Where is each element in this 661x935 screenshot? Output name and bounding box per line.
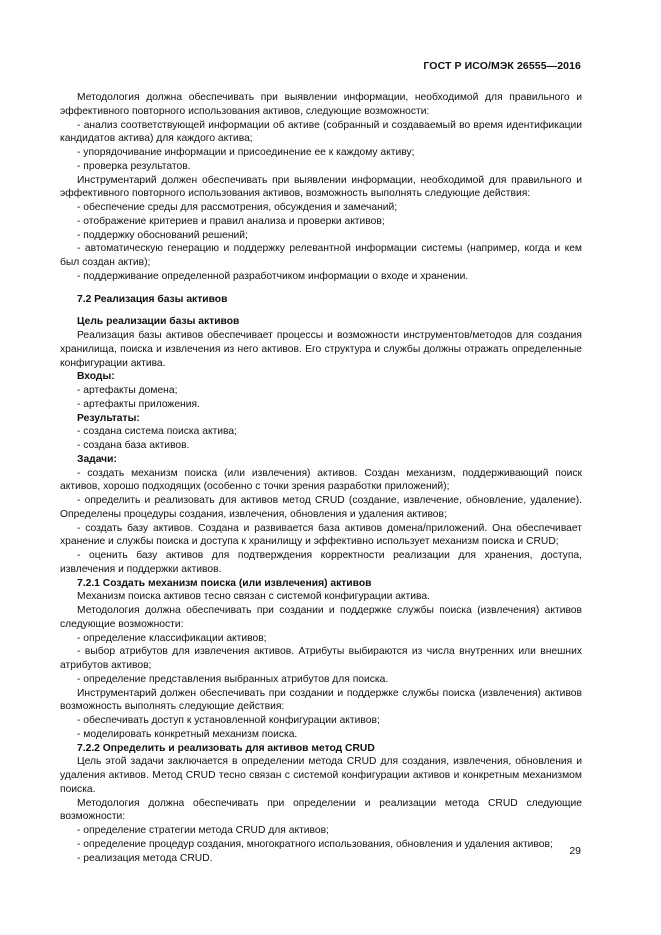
- section-gap: [60, 284, 582, 293]
- paragraph: - создать механизм поиска (или извлечения) активов. Создан механизм, поддерживающий поиск активов, хорошо подходящих (особенно с точки зрения разработки приложений);: [60, 467, 582, 493]
- paragraph: - моделировать конкретный механизм поиска.: [77, 728, 298, 740]
- paragraph: - определение процедур создания, многократного использования, обновления и удаления активов;: [77, 838, 553, 850]
- section-heading: Результаты:: [77, 412, 140, 424]
- paragraph: Инструментарий должен обеспечивать при выявлении информации, необходимой для правильного и эффективного повторного использования активов, возможность выполнять следующие действия:: [60, 174, 582, 200]
- paragraph: - определение классификации активов;: [77, 632, 267, 644]
- paragraph: - обеспечивать доступ к установленной конфигурации активов;: [77, 715, 380, 726]
- paragraph: Механизм поиска активов тесно связан с системой конфигурации актива.: [77, 591, 430, 603]
- paragraph: Методология должна обеспечивать при создании и поддержке службы поиска (извлечения) активов следующие возможности:: [60, 605, 582, 630]
- paragraph: - отображение критериев и правил анализа и проверки активов;: [77, 215, 385, 227]
- section-gap: [60, 306, 582, 315]
- paragraph: - создать базу активов. Создана и развивается база активов домена/приложений. Она обеспечивает хранение и службы поиска и доступа к хранилищу и эффективно использует механизм поиска и CRUD;: [60, 522, 582, 548]
- section-heading: 7.2.2 Определить и реализовать для активов метод CRUD: [77, 742, 375, 754]
- paragraph: Методология должна обеспечивать при выявлении информации, необходимой для правильного и эффективного повторного использования активов, следующие возможности:: [60, 92, 582, 117]
- page-number: 29: [569, 845, 581, 857]
- section-heading: Задачи:: [77, 453, 117, 465]
- standard-header: ГОСТ Р ИСО/МЭК 26555—2016: [423, 60, 581, 72]
- paragraph: Реализация базы активов обеспечивает процессы и возможности инструментов/методов для создания хранилища, поиска и извлечения из него активов. Его структура и службы должны отражать определенные конфигурации актива.: [60, 330, 582, 369]
- paragraph: - анализ соответствующей информации об активе (собранный и создаваемый во время идентификации кандидатов актива) для каждого актива;: [60, 119, 582, 145]
- paragraph: - определение представления выбранных атрибутов для поиска.: [77, 673, 389, 685]
- paragraph: - поддержку обоснований решений;: [77, 229, 248, 241]
- paragraph: - поддерживание определенной разработчиком информации о входе и хранении.: [77, 270, 469, 282]
- paragraph: - упорядочивание информации и присоединение ее к каждому активу;: [77, 147, 415, 158]
- paragraph: - артефакты домена;: [77, 385, 178, 396]
- section-heading: 7.2 Реализация базы активов: [77, 293, 228, 305]
- paragraph: - артефакты приложения.: [77, 398, 200, 410]
- section-heading: Цель реализации базы активов: [77, 316, 240, 328]
- paragraph: - оценить базу активов для подтверждения корректности реализации для хранения, доступа, извлечения и поддержки активов.: [60, 550, 582, 575]
- paragraph: - определить и реализовать для активов метод CRUD (создание, извлечение, обновление, удаление). Определены процедуры создания, извлечения, обновления и удаления активов;: [60, 495, 582, 520]
- section-heading: Входы:: [77, 371, 115, 383]
- paragraph: - создана база активов.: [77, 440, 190, 451]
- document-body: [60, 91, 582, 865]
- paragraph: Цель этой задачи заключается в определении метода CRUD для создания, извлечения, обновления и удаления активов. Метод CRUD тесно связан с системой конфигурации активов и конкретным механизмом поиска.: [60, 756, 582, 795]
- paragraph: - обеспечение среды для рассмотрения, обсуждения и замечаний;: [77, 202, 398, 213]
- paragraph: - автоматическую генерацию и поддержку релевантной информации системы (например, когда и кем был создан актив);: [60, 243, 582, 268]
- paragraph: - определение стратегии метода CRUD для активов;: [77, 825, 329, 836]
- paragraph: - создана система поиска актива;: [77, 426, 237, 438]
- paragraph: Инструментарий должен обеспечивать при создании и поддержке службы поиска (извлечения) активов возможность выполнять следующие действия:: [60, 687, 582, 713]
- paragraph: Методология должна обеспечивать при определении и реализации метода CRUD следующие возможности:: [60, 797, 582, 823]
- section-heading: 7.2.1 Создать механизм поиска (или извлечения) активов: [77, 577, 372, 589]
- paragraph: - выбор атрибутов для извлечения активов. Атрибуты выбираются из числа внутренних или внешних атрибутов активов;: [60, 646, 582, 671]
- paragraph: - реализация метода CRUD.: [77, 852, 213, 864]
- paragraph: - проверка результатов.: [77, 160, 191, 172]
